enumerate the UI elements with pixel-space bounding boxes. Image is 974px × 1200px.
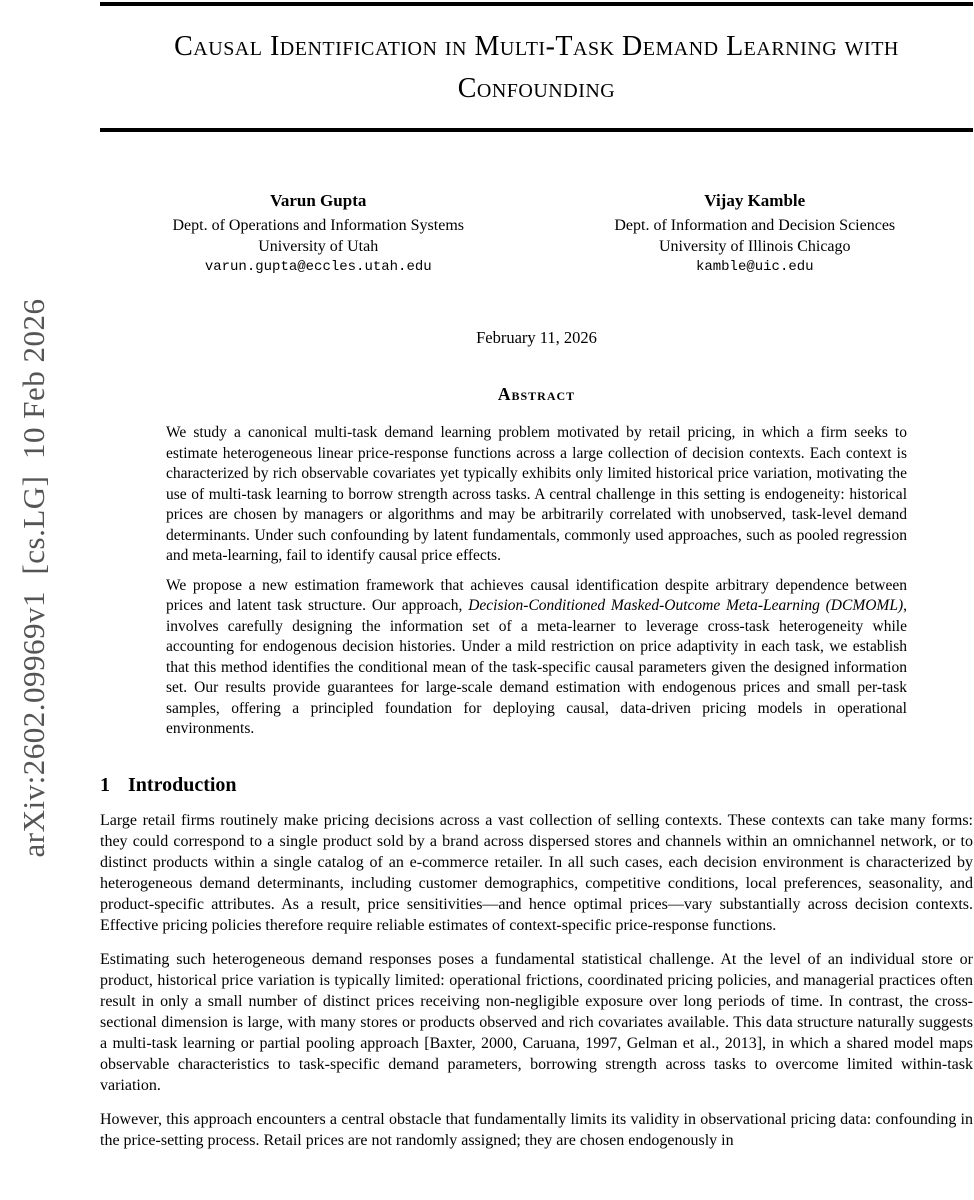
intro-paragraph-3: However, this approach encounters a central obstacle that fundamentally limits its validity in observational pricing data: confounding in the price-setting process. Retail prices are not randomly assigned; they are chosen endogenously in bbox=[100, 1110, 973, 1149]
paper-date: February 11, 2026 bbox=[476, 328, 597, 347]
paper-page bbox=[100, 0, 973, 1151]
abstract-body bbox=[166, 423, 907, 740]
intro-paragraph-2: Estimating such heterogeneous demand responses poses a fundamental statistical challenge. At the level of an individual store or product, historical price variation is typically limited: operational frictions, coordinated pricing policies, and managerial practices often result in only a small number of distinct prices receiving non-negligible exposure over long periods of time. In contrast, the cross-sectional dimension is large, with many stores or products observed and rich covariates available. This data structure naturally suggests a multi-task learning or partial pooling approach [Baxter, 2000, Caruana, 1997, Gelman et al., 2013], in which a shared model maps observable characteristics to task-specific demand parameters, borrowing strength across tasks to overcome limited within-task variation. bbox=[100, 950, 973, 1094]
title-rule-bottom bbox=[100, 128, 973, 132]
author-block-2 bbox=[537, 190, 974, 278]
authors-row bbox=[100, 190, 973, 278]
author-university: University of Illinois Chicago bbox=[658, 238, 851, 255]
author-dept: Dept. of Information and Decision Sciences bbox=[614, 217, 896, 234]
section-title: Introduction bbox=[128, 773, 237, 796]
author-name: Varun Gupta bbox=[270, 191, 367, 210]
abstract-heading: Abstract bbox=[497, 384, 576, 404]
author-name: Vijay Kamble bbox=[704, 191, 806, 210]
author-email: kamble@uic.edu bbox=[695, 259, 814, 275]
section-1-heading bbox=[100, 774, 973, 797]
abstract-p2-post: , involves carefully designing the information set of a meta-learner to leverage cross-task heterogeneity while accounting for endogenous decision histories. Under a mild restriction on price adaptivity in each task, we establish that this method identifies the conditional mean of the task-specific causal parameters given the designed information set. Our results provide guarantees for large-scale demand estimation with endogenous prices and small per-task samples, offering a principled foundation for deploying causal, data-driven pricing models in operational environments. bbox=[166, 597, 907, 737]
arxiv-watermark: arXiv:2602.09969v1 [cs.LG] 10 Feb 2026 bbox=[16, 298, 51, 858]
abstract-p2-method-name: Decision-Conditioned Masked-Outcome Meta-Learning (DCMOML) bbox=[468, 597, 904, 614]
abstract-paragraph-2 bbox=[166, 576, 907, 740]
paper-title: Causal Identification in Multi-Task Demand Learning with Confounding bbox=[174, 31, 899, 104]
author-email: varun.gupta@eccles.utah.edu bbox=[204, 259, 432, 275]
abstract-p2-pre: We propose a new estimation framework that achieves causal identification despite arbitrary dependence between prices and latent task structure. Our approach, bbox=[166, 576, 907, 614]
abstract-paragraph-1: We study a canonical multi-task demand learning problem motivated by retail pricing, in which a firm seeks to estimate heterogeneous linear price-response functions across a large collection of decision contexts. Each context is characterized by rich observable covariates yet typically exhibits only limited historical price variation, motivating the use of multi-task learning to borrow strength across tasks. A central challenge in this setting is endogeneity: historical prices are chosen by managers or algorithms and may be arbitrarily correlated with unobserved, task-level demand determinants. Under such confounding by latent fundamentals, commonly used approaches, such as pooled regression and meta-learning, fail to identify causal price effects. bbox=[166, 424, 907, 564]
author-block-1 bbox=[100, 190, 537, 278]
section-number: 1 bbox=[100, 773, 110, 796]
title-rule-top bbox=[100, 2, 973, 6]
author-dept: Dept. of Operations and Information Systems bbox=[172, 217, 464, 234]
author-university: University of Utah bbox=[258, 238, 379, 255]
intro-paragraph-1: Large retail firms routinely make pricing decisions across a vast collection of selling contexts. These contexts can take many forms: they could correspond to a single product sold by a brand across dispersed stores and channels within an omnichannel network, or to distinct products within a single catalog of an e-commerce retailer. In all such cases, each decision environment is characterized by heterogeneous demand determinants, including customer demographics, competitive conditions, local preferences, seasonality, and product-specific attributes. As a result, price sensitivities—and hence optimal prices—vary substantially across decision contexts. Effective pricing policies therefore require reliable estimates of context-specific price-response functions. bbox=[100, 811, 973, 934]
